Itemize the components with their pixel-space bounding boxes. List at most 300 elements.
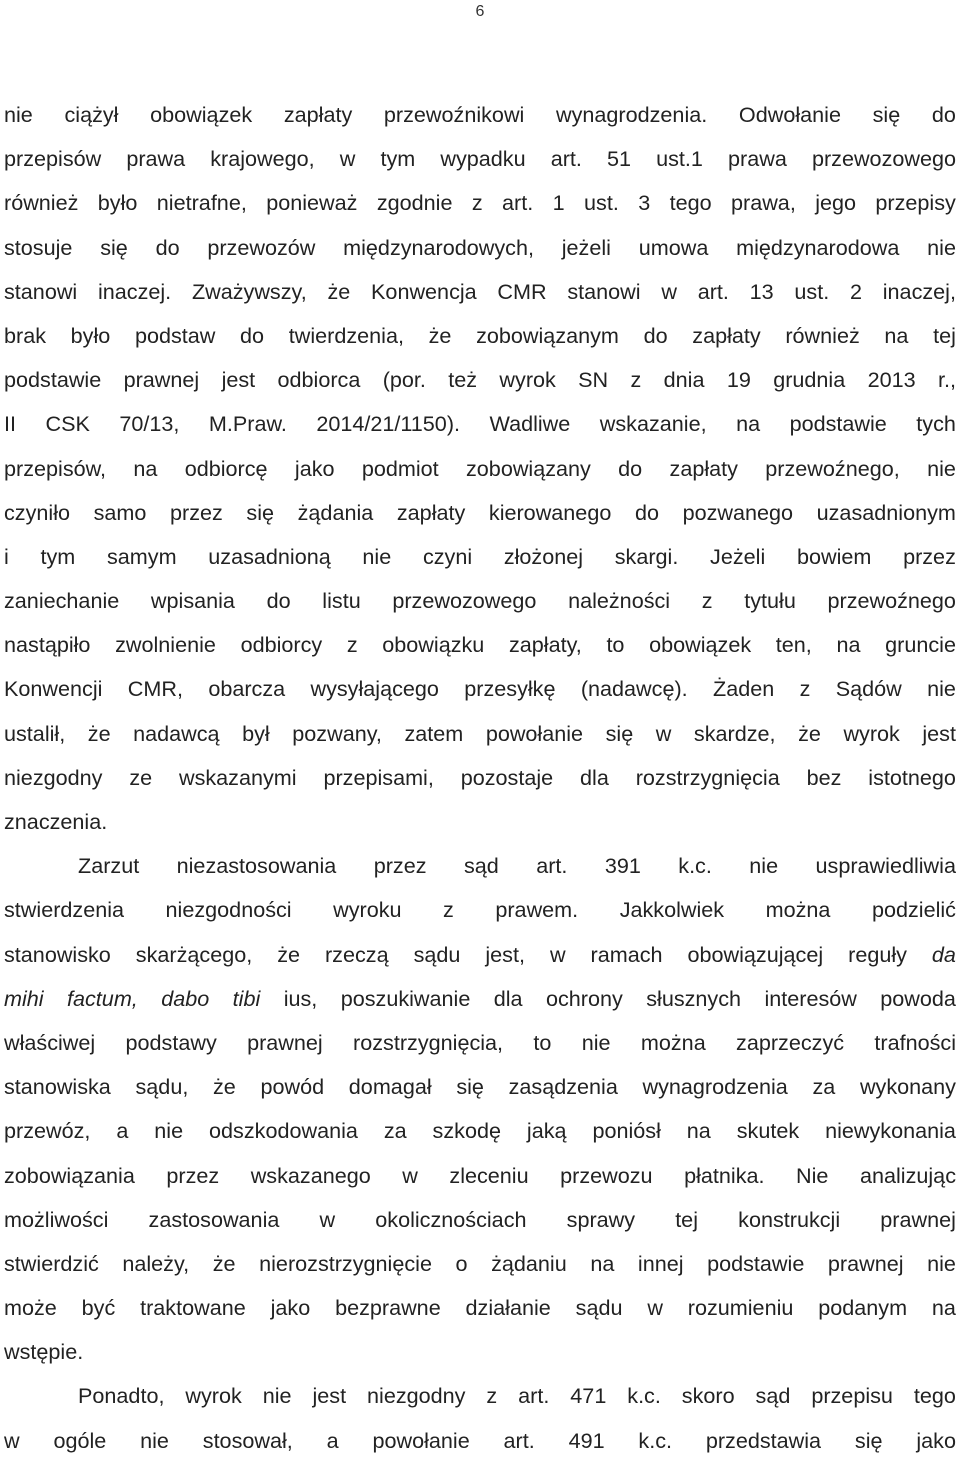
text-line	[4, 1245, 956, 1289]
document-body	[4, 96, 956, 1466]
text-line	[4, 1024, 956, 1068]
word: jest	[312, 1383, 347, 1409]
word: skoro	[681, 1383, 735, 1409]
text-line	[4, 1068, 956, 1112]
word: jego	[815, 190, 857, 216]
word: przepisów	[4, 146, 102, 172]
word: konstrukcji	[738, 1206, 841, 1232]
word: jeżeli	[561, 234, 611, 260]
word: nastąpiło	[4, 632, 91, 658]
word: prawem.	[495, 897, 579, 923]
word: czyni	[422, 543, 473, 569]
word: przewozu	[560, 1162, 653, 1188]
word: jako	[916, 1427, 956, 1453]
word: że	[327, 278, 351, 304]
word: SN	[578, 367, 609, 393]
word: w	[402, 1162, 418, 1188]
word: zatem	[404, 720, 464, 746]
word: wypadku	[440, 146, 526, 172]
word: szkodę	[432, 1118, 501, 1144]
word: okolicznościach	[375, 1206, 527, 1232]
word: obowiązku	[382, 632, 485, 658]
word: i	[4, 543, 9, 569]
word: na	[590, 1250, 615, 1276]
word: prawa	[728, 146, 787, 172]
word: samo	[93, 499, 147, 525]
word: było	[97, 190, 138, 216]
word: CMR	[497, 278, 547, 304]
word: to	[606, 632, 625, 658]
word: CMR,	[127, 676, 183, 702]
text-line	[4, 759, 956, 803]
word: traktowane	[140, 1295, 246, 1321]
word: z	[471, 190, 483, 216]
text-line	[4, 582, 956, 626]
word: tego	[913, 1383, 956, 1409]
word: jako	[270, 1295, 311, 1321]
word: w	[319, 1206, 336, 1232]
word: nie	[927, 234, 956, 260]
word: wyroku	[333, 897, 402, 923]
word: międzynarodowa	[736, 234, 900, 260]
word: podstaw	[134, 322, 216, 348]
text-line	[4, 450, 956, 494]
text-line	[4, 1377, 956, 1421]
text-line	[4, 361, 956, 405]
word: właściwej	[4, 1029, 96, 1055]
word: rozstrzygnięcia	[635, 764, 780, 790]
word: też	[448, 367, 478, 393]
word: złożonej	[503, 543, 584, 569]
word: wyrok	[843, 720, 900, 746]
word: odbiorca	[277, 367, 361, 393]
word: samym	[106, 543, 177, 569]
word: przez	[166, 1162, 220, 1188]
word: uzasadnioną	[208, 543, 331, 569]
word: reguły	[848, 941, 907, 967]
word: odbiorcy	[240, 632, 323, 658]
word: dnia	[663, 367, 705, 393]
word: obowiązującej	[687, 941, 824, 967]
word: art.	[697, 278, 729, 304]
word: ius,	[283, 985, 318, 1011]
word: Żaden	[713, 676, 775, 702]
word: się	[605, 720, 634, 746]
word: stanowisko	[4, 941, 111, 967]
text-line	[4, 1333, 956, 1377]
word: o	[455, 1250, 468, 1276]
text-line	[4, 1201, 956, 1245]
word: obarcza	[208, 676, 286, 702]
word: nierozstrzygnięcie	[259, 1250, 432, 1276]
text-line	[4, 1289, 956, 1333]
word: art.	[536, 853, 568, 879]
word: zasądzenia	[508, 1074, 618, 1100]
word: wstępie.	[4, 1339, 84, 1365]
text-line	[4, 1112, 956, 1156]
word: nietrafne,	[156, 190, 247, 216]
word: factum,	[67, 985, 138, 1011]
word: 70/13,	[119, 411, 180, 437]
word: działanie	[465, 1295, 551, 1321]
word: przepisu	[811, 1383, 893, 1409]
word: nie	[4, 102, 33, 127]
text-line	[4, 273, 956, 317]
word: 2014/21/1150).	[316, 411, 461, 437]
word: że	[87, 720, 111, 746]
word: pozostaje	[460, 764, 554, 790]
word: umowa	[638, 234, 709, 260]
word: rozumieniu	[687, 1295, 794, 1321]
word: Konwencja	[371, 278, 477, 304]
page-number: 6	[475, 3, 485, 20]
word: jako	[294, 455, 335, 481]
word: możliwości	[4, 1206, 109, 1232]
word: na	[686, 1118, 711, 1144]
word: się	[456, 1074, 484, 1100]
word: żądaniu	[491, 1250, 567, 1276]
word: że	[212, 1250, 236, 1276]
word: brak	[4, 322, 47, 348]
word: Zarzut	[78, 853, 140, 879]
word: podstawie	[789, 411, 887, 437]
word: stwierdzić	[4, 1250, 99, 1276]
word: analizując	[859, 1162, 956, 1188]
word: zapłaty	[692, 322, 761, 348]
word: innej	[637, 1250, 684, 1276]
word: jest,	[485, 941, 525, 967]
word: niezgodny	[4, 764, 103, 790]
word: ogóle	[53, 1427, 107, 1453]
word: dla	[580, 764, 609, 790]
word: ust.	[794, 278, 830, 304]
word: podmiot	[361, 455, 439, 481]
word: znaczenia.	[4, 809, 108, 834]
word: że	[798, 720, 821, 746]
word: stanowi	[4, 278, 78, 304]
word: podstawy	[125, 1029, 217, 1055]
word: niezgodności	[165, 897, 292, 923]
word: nie	[749, 853, 779, 879]
text-line	[4, 891, 956, 935]
word: art.	[502, 190, 534, 216]
word: tego	[669, 190, 712, 216]
word: ramach	[590, 941, 663, 967]
word: sąd	[755, 1383, 791, 1409]
word: Ponadto,	[78, 1383, 165, 1409]
text-line	[4, 140, 956, 184]
word: tytułu	[744, 588, 796, 614]
word: w	[655, 720, 672, 746]
word: za	[812, 1074, 836, 1100]
word: zapłaty	[283, 102, 353, 127]
word: sądu	[575, 1295, 623, 1321]
word: (por.	[382, 367, 426, 393]
word: nie	[927, 455, 956, 481]
word: nie	[581, 1029, 611, 1055]
word: 2	[849, 278, 862, 304]
word: wynagrodzenia.	[556, 102, 708, 127]
word: wynagrodzenia	[642, 1074, 788, 1100]
word: się	[100, 234, 128, 260]
word: uzasadnionym	[816, 499, 956, 525]
word: przewóz,	[4, 1118, 91, 1144]
word: przedstawia	[705, 1427, 822, 1453]
word: że	[277, 941, 301, 967]
word: usprawiedliwia	[815, 853, 956, 879]
word: niewykonania	[825, 1118, 956, 1144]
word: w	[4, 1427, 20, 1453]
word: art.	[503, 1427, 535, 1453]
word: stwierdzenia	[4, 897, 125, 923]
word: do	[643, 322, 668, 348]
word: nie	[140, 1427, 169, 1453]
word: prawnej	[880, 1206, 956, 1232]
word: kierowanego	[488, 499, 612, 525]
word: przewoźnego	[827, 588, 956, 614]
word: grudnia	[773, 367, 846, 393]
word: ten,	[775, 632, 812, 658]
word: sądu	[413, 941, 461, 967]
word: przewoźnego,	[765, 455, 900, 481]
word: trafności	[874, 1029, 956, 1055]
word: istotnego	[868, 764, 956, 790]
word: do	[618, 455, 643, 481]
text-line	[4, 538, 956, 582]
word: do	[155, 234, 180, 260]
word: zaniechanie	[4, 588, 120, 614]
word: do	[240, 322, 265, 348]
word: ciążył	[64, 102, 119, 127]
word: przewoźnikowi	[383, 102, 525, 127]
word: wskazanymi	[178, 764, 297, 790]
word: odbiorcę	[184, 455, 268, 481]
word: mihi	[4, 985, 44, 1011]
word: przewozów	[207, 234, 316, 260]
word: wskazanego	[250, 1162, 371, 1188]
word: zobowiązany	[466, 455, 591, 481]
word: podstawie	[707, 1250, 805, 1276]
word: że	[213, 1074, 236, 1100]
word: tych	[916, 411, 956, 437]
word: art.	[518, 1383, 550, 1409]
text-line	[4, 980, 956, 1024]
word: powołanie	[372, 1427, 470, 1453]
word: tej	[675, 1206, 698, 1232]
word: powoda	[880, 985, 956, 1011]
word: krajowego,	[210, 146, 315, 172]
word: prawnej	[247, 1029, 323, 1055]
word: na	[133, 455, 158, 481]
word: ponieważ	[266, 190, 358, 216]
word: Jakkolwiek	[619, 897, 725, 923]
word: nie	[154, 1118, 184, 1144]
word: Zważywszy,	[191, 278, 307, 304]
word: zleceniu	[449, 1162, 529, 1188]
word: listu	[322, 588, 361, 614]
word: prawa,	[731, 190, 796, 216]
text-line	[4, 1422, 956, 1466]
word: 2013	[867, 367, 916, 393]
word: 471	[570, 1383, 607, 1409]
word: a	[326, 1427, 339, 1453]
word: należności	[568, 588, 671, 614]
word: podzielić	[871, 897, 956, 923]
word: stosował,	[202, 1427, 293, 1453]
word: sądu,	[135, 1074, 189, 1100]
word: przez	[170, 499, 223, 525]
word: tym	[380, 146, 416, 172]
word: tej	[933, 322, 956, 348]
word: również	[785, 322, 860, 348]
word: zobowiązanym	[476, 322, 619, 348]
word: domagał	[348, 1074, 432, 1100]
word: że	[428, 322, 452, 348]
word: wysyłającego	[310, 676, 439, 702]
word: bowiem	[796, 543, 872, 569]
word: na	[736, 411, 761, 437]
word: dabo	[161, 985, 210, 1011]
word: z	[799, 676, 811, 702]
text-line	[4, 847, 956, 891]
word: do	[266, 588, 291, 614]
word: art.	[550, 146, 582, 172]
word: rozstrzygnięcia,	[353, 1029, 504, 1055]
word: jest	[922, 720, 956, 746]
word: nie	[927, 676, 956, 702]
word: na	[884, 322, 909, 348]
text-line	[4, 1157, 956, 1201]
word: czyniło	[4, 499, 71, 525]
word: zapłaty	[396, 499, 466, 525]
word: to	[533, 1029, 552, 1055]
word: skutek	[736, 1118, 800, 1144]
word: prawa	[126, 146, 186, 172]
word: można	[765, 897, 831, 923]
word: na	[836, 632, 861, 658]
word: Jeżeli	[710, 543, 766, 569]
word: ust.	[584, 190, 619, 216]
word: k.c.	[638, 1427, 673, 1453]
text-line	[4, 803, 956, 847]
word: Konwencji	[4, 676, 103, 702]
word: na	[931, 1295, 956, 1321]
word: w	[647, 1295, 663, 1321]
word: M.Praw.	[208, 411, 287, 437]
word: zgodnie	[376, 190, 453, 216]
text-line	[4, 184, 956, 228]
word: być	[81, 1295, 116, 1321]
word: obowiązek	[649, 632, 752, 658]
word: 3	[638, 190, 651, 216]
word: da	[931, 941, 956, 967]
word: rzeczą	[324, 941, 389, 967]
word: ochrony	[545, 985, 623, 1011]
word: 19	[726, 367, 751, 393]
word: r.,	[937, 367, 956, 393]
word: można	[640, 1029, 706, 1055]
word: k.c.	[627, 1383, 661, 1409]
word: w	[661, 278, 677, 304]
word: z	[486, 1383, 498, 1409]
word: przepisów,	[4, 455, 107, 481]
word: się	[872, 102, 901, 127]
word: przez	[373, 853, 427, 879]
word: 391	[604, 853, 641, 879]
word: poszukiwanie	[340, 985, 471, 1011]
word: a	[116, 1118, 129, 1144]
word: się	[246, 499, 275, 525]
word: stanowiska	[4, 1074, 111, 1100]
word: ust.1	[656, 146, 703, 172]
word: dla	[493, 985, 523, 1011]
word: Wadliwe	[489, 411, 571, 437]
word: zwolnienie	[115, 632, 216, 658]
word: Sądów	[835, 676, 902, 702]
word: przewozowego	[392, 588, 537, 614]
word: Nie	[796, 1162, 829, 1188]
word: gruncie	[885, 632, 956, 658]
word: stosuje	[4, 234, 73, 260]
word: w	[339, 146, 356, 172]
word: z	[346, 632, 358, 658]
word: poniósł	[592, 1118, 661, 1144]
word: (nadawcę).	[580, 676, 688, 702]
word: przez	[903, 543, 956, 569]
word: z	[701, 588, 713, 614]
word: Odwołanie	[738, 102, 841, 127]
word: prawnej	[123, 367, 200, 393]
word: w	[549, 941, 566, 967]
word: się	[854, 1427, 883, 1453]
text-line	[4, 405, 956, 449]
word: jest	[221, 367, 256, 393]
word: k.c.	[678, 853, 712, 879]
word: stanowi	[567, 278, 641, 304]
word: interesów	[764, 985, 857, 1011]
word: do	[931, 102, 956, 127]
word: powołanie	[485, 720, 584, 746]
word: bez	[806, 764, 842, 790]
word: niezastosowania	[176, 853, 337, 879]
word: międzynarodowych,	[343, 234, 534, 260]
word: jaką	[526, 1118, 567, 1144]
word: pozwanego	[682, 499, 794, 525]
word: za	[383, 1118, 407, 1144]
word: również	[4, 190, 79, 216]
word: skarżącego,	[135, 941, 253, 967]
word: sąd	[463, 853, 499, 879]
word: nie	[362, 543, 392, 569]
word: podstawie	[4, 367, 102, 393]
word: tibi	[232, 985, 261, 1011]
word: przewozowego	[811, 146, 956, 172]
text-line	[4, 936, 956, 980]
word: zobowiązania	[4, 1162, 135, 1188]
text-line	[4, 317, 956, 361]
word: 491	[568, 1427, 605, 1453]
word: ze	[129, 764, 153, 790]
word: zapłaty	[669, 455, 738, 481]
word: należy,	[122, 1250, 190, 1276]
word: II	[4, 411, 16, 437]
word: inaczej.	[97, 278, 172, 304]
word: żądania	[297, 499, 374, 525]
word: 13	[749, 278, 774, 304]
word: nie	[262, 1383, 292, 1409]
text-line	[4, 670, 956, 714]
word: 51	[606, 146, 632, 172]
